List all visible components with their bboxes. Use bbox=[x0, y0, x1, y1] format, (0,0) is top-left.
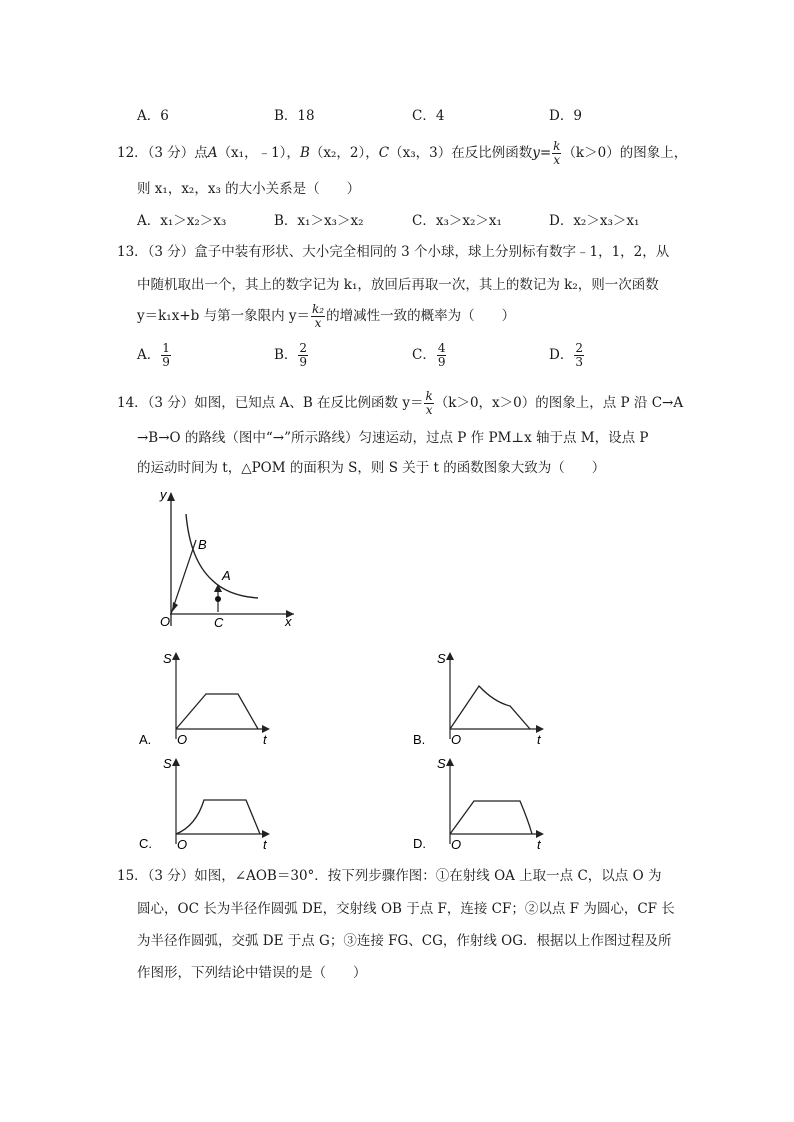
graph-s-label: S bbox=[437, 651, 446, 666]
q13-option-c[interactable] bbox=[412, 342, 447, 369]
q13-stem-line2: 中随机取出一个，其上的数字记为 k₁，放回后再取一次，其上的数记为 k₂，则一次函数 bbox=[137, 277, 659, 293]
q13-frac-num: k₂ bbox=[312, 302, 325, 316]
q13-line3-end: 的增减性一致的概率为（ ） bbox=[326, 308, 516, 324]
graph-s-label: S bbox=[163, 756, 172, 771]
q15-stem-line2: 圆心，OC 长为半径作圆弧 DE，交射线 OB 于点 F，连接 CF；②以点 F 为圆心，CF 长 bbox=[137, 901, 675, 917]
q12-text: （x₁，﹣1）， bbox=[217, 145, 300, 161]
q11-option-a[interactable]: A．6 bbox=[137, 108, 169, 124]
graph-b-label: B. bbox=[413, 732, 426, 747]
q13-frac-den: x bbox=[314, 316, 322, 330]
graph-o-label: O bbox=[177, 732, 188, 747]
fig-label-a: A bbox=[222, 568, 231, 583]
graph-s-label: S bbox=[163, 651, 172, 666]
q13-stem-line1: 13．（3 分）盒子中装有形状、大小完全相同的 3 个小球，球上分别标有数字﹣1，1，2，从 bbox=[117, 244, 670, 260]
q14-frac-num: k bbox=[425, 389, 433, 403]
q12-text: （x₃，3）在反比例函数 bbox=[389, 145, 533, 161]
graph-t-label: t bbox=[537, 837, 541, 852]
inverse-function-curve bbox=[186, 514, 258, 598]
q12-fraction-k-over-x bbox=[552, 140, 561, 167]
q12-eq: = bbox=[539, 145, 552, 161]
s-axis-arrow-icon bbox=[446, 652, 454, 660]
fig-label-x: x bbox=[285, 614, 292, 629]
q12-option-d[interactable]: D．x₂＞x₃＞x₁ bbox=[549, 213, 640, 229]
q13-option-label: A． bbox=[137, 347, 161, 363]
q13-frac-num: 2 bbox=[299, 341, 308, 355]
graph-c-label: C. bbox=[139, 836, 152, 851]
q12-y: y bbox=[532, 145, 540, 161]
graph-curve bbox=[176, 800, 260, 834]
q12-point-c: C bbox=[378, 145, 390, 161]
q13-frac-den: 9 bbox=[299, 355, 308, 369]
fig-label-o: O bbox=[160, 614, 171, 629]
graph-t-label: t bbox=[537, 732, 541, 747]
segment-bo bbox=[171, 540, 196, 614]
q14-option-c-graph[interactable] bbox=[138, 752, 278, 852]
q13-frac-den: 9 bbox=[162, 355, 170, 369]
graph-o-label: O bbox=[451, 732, 462, 747]
graph-curve bbox=[450, 686, 530, 729]
q14-stem-line1 bbox=[117, 390, 683, 417]
graph-o-label: O bbox=[177, 837, 188, 852]
q12-frac-num: k bbox=[553, 139, 561, 153]
q13-stem-line3 bbox=[137, 303, 515, 330]
q13-frac-den: 3 bbox=[575, 355, 583, 369]
graph-a-label: A. bbox=[139, 732, 152, 747]
q13-frac-den: 9 bbox=[437, 355, 446, 369]
graph-t-label: t bbox=[263, 837, 267, 852]
q11-option-d[interactable]: D．9 bbox=[549, 108, 582, 124]
y-axis-arrow-icon bbox=[167, 492, 175, 501]
q13-option-label: B． bbox=[274, 347, 298, 363]
q13-option-a[interactable] bbox=[137, 342, 172, 369]
q11-option-b[interactable]: B．18 bbox=[274, 108, 315, 124]
q15-stem-line1: 15．（3 分）如图，∠AOB＝30°．按下列步骤作图：①在射线 OA 上取一点 C，以点 O 为 bbox=[117, 868, 662, 884]
q13-option-label: C． bbox=[412, 347, 436, 363]
fig-label-c: C bbox=[214, 615, 224, 630]
q12-stem-line1 bbox=[117, 140, 687, 167]
q12-point-b: B bbox=[299, 145, 310, 161]
q14-frac-den: x bbox=[425, 403, 433, 417]
s-axis-arrow-icon bbox=[172, 758, 180, 766]
q13-fraction-k2-over-x bbox=[311, 303, 325, 330]
fig-label-y: y bbox=[160, 487, 167, 502]
q12-stem-line2: 则 x₁，x₂，x₃ 的大小关系是（ ） bbox=[137, 181, 361, 197]
q14-option-b-graph[interactable] bbox=[412, 648, 552, 748]
graph-o-label: O bbox=[451, 837, 462, 852]
path-arrow-icon bbox=[172, 602, 178, 612]
graph-s-label: S bbox=[437, 756, 446, 771]
point-p bbox=[215, 596, 221, 602]
graph-d-label: D. bbox=[413, 836, 426, 851]
q12-text: （x₂，2）， bbox=[309, 145, 379, 161]
q12-number: 12．（3 分）点 bbox=[117, 145, 208, 161]
q13-frac-num: 2 bbox=[575, 341, 583, 355]
graph-t-label: t bbox=[263, 732, 267, 747]
q12-text: （k＞0）的图象上， bbox=[562, 145, 688, 161]
q13-option-b[interactable] bbox=[274, 342, 309, 369]
q14-stem-line3: 的运动时间为 t，△POM 的面积为 S，则 S 关于 t 的函数图象大致为（ ） bbox=[137, 460, 606, 476]
q15-stem-line4: 作图形，下列结论中错误的是（ ） bbox=[137, 965, 367, 981]
q11-option-c[interactable]: C．4 bbox=[412, 108, 445, 124]
path-arrow-icon bbox=[214, 584, 222, 592]
q14-line1-end: （k＞0，x＞0）的图象上，点 P 沿 C→A bbox=[434, 395, 684, 411]
q13-option-d[interactable] bbox=[549, 342, 585, 369]
q15-stem-line3: 为半径作圆弧，交弧 DE 于点 G；③连接 FG、CG，作射线 OG．根据以上作图过程及所 bbox=[137, 933, 672, 949]
q14-option-d-graph[interactable] bbox=[412, 752, 552, 852]
q14-stem-line2: →B→O 的路线（图中“→”所示路线）匀速运动，过点 P 作 PM⊥x 轴于点 M，设点 P bbox=[137, 430, 649, 446]
q12-option-a[interactable]: A．x₁＞x₂＞x₃ bbox=[137, 213, 227, 229]
q14-fraction-k-over-x bbox=[424, 390, 433, 417]
graph-curve bbox=[450, 801, 532, 834]
s-axis-arrow-icon bbox=[446, 758, 454, 766]
q12-option-c[interactable]: C．x₃＞x₂＞x₁ bbox=[412, 213, 502, 229]
q14-option-a-graph[interactable] bbox=[138, 648, 278, 748]
q12-option-b[interactable]: B．x₁＞x₃＞x₂ bbox=[274, 213, 364, 229]
q12-frac-den: x bbox=[553, 153, 561, 167]
q14-line1-start: 14．（3 分）如图，已知点 A、B 在反比例函数 y＝ bbox=[117, 395, 424, 411]
graph-curve bbox=[176, 694, 258, 729]
q13-option-label: D． bbox=[549, 347, 574, 363]
fig-label-b: B bbox=[198, 537, 207, 552]
q14-coordinate-figure bbox=[140, 482, 310, 632]
q13-frac-num: 1 bbox=[162, 341, 170, 355]
q12-point-a: A bbox=[207, 145, 218, 161]
q13-frac-num: 4 bbox=[437, 341, 446, 355]
q13-line3-start: y＝k₁x+b 与第一象限内 y＝ bbox=[137, 308, 310, 324]
s-axis-arrow-icon bbox=[172, 652, 180, 660]
